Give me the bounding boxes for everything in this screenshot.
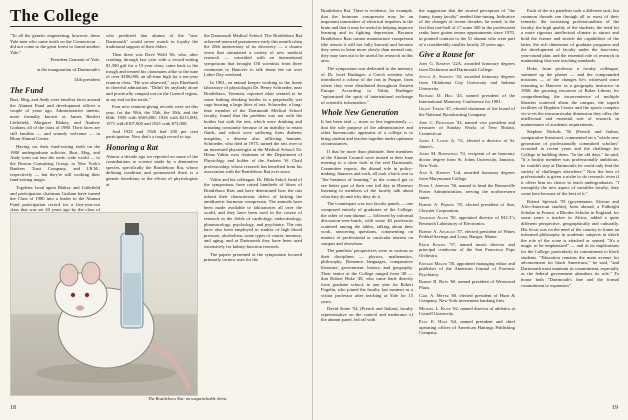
honoree-name: Robert A. Angelzzi (419, 228, 455, 234)
honoree-entry (419, 151, 515, 168)
honoree-text: '55, elected president of Sun, Chrysler Corporation. (419, 202, 515, 213)
photo-caption: The Brattleboro Rat: an unquenchable thirst. (148, 396, 228, 401)
page-number-left: 18 (10, 405, 16, 411)
paragraph: Having cut their fund-raising teeth on the 1980 undergraduate solicitor, Burt, Meg, and Andy went out into the wide, wide world — to the Boston Consulting Group, to New York's Bankers Trust Company, and I.B.M., respectively — but they're still working their fund-raising magic. (10, 143, 100, 183)
honoree-entry (419, 202, 515, 213)
honoree-text: '60, named president of Westwood Plaza. (419, 279, 515, 290)
honoree-entry (419, 242, 515, 259)
honoree-entry (419, 138, 515, 149)
honoree-name: Jonathan Allen (419, 215, 449, 221)
honoree-name: Jean A. Kemeny (419, 170, 451, 176)
honoree-name: Robert A. Perkins (419, 202, 455, 208)
honoree-name: James M. Rosenfield (419, 151, 458, 157)
heading-honoring-a-rat: Honoring a Rat (106, 142, 159, 152)
page-number-right: 19 (612, 405, 618, 411)
paragraph: The counterpart was two faculty panels — one composed entirely of graduates of the College, the other of non-alumni — followed by informal discussion-over-lunch, with some 40 professors scattered among the tables, talking about their work, answering questions, commenting on matters of professional or curricular interest on campus and elsewhere. (321, 201, 413, 246)
right-page (313, 0, 628, 420)
honoree-name: Grant Tinker (419, 106, 444, 112)
honoree-text: '57, elected president of Wines Federal Savings and Loan, Bangor, Maine. (419, 228, 516, 240)
quote-attribution-2: at the inauguration of Dartmouth's (36, 66, 100, 72)
honoree-entry (419, 279, 515, 290)
heading-whole-new-generation: Whole New Generation (321, 108, 399, 118)
paragraph: who predicted that alumni of the "new Dartmouth" would never match in loyalty the traditional support of their elders. (106, 33, 198, 50)
right-column-2 (419, 8, 515, 338)
honoree-name: John C. Pritchard (419, 119, 454, 125)
honoree-text: '57, named music director and principal conductor of the San Francisco Pops Orchestra. (419, 241, 515, 258)
paragraph: Hoke, from professor a faculty colleague, summed up the phases — and the compounded missions — of the changes he's witnessed since returning to Hanover as a geography instructor in 1960: the growing resources of Baker Library for comprehending the inconvenience of multiple libraries scattered about the campus, the superb facilities of Hopkins Center and the sports complex vis-a-vis the extracurricular dimension they offer, the intellectual and essential role of research in maintenance of academic requirements. (521, 65, 619, 127)
paragraph: The symposium was dedicated to the memory of Dr. Josef Rudinger, a Czech scientist who introduced a colony of the rats in Prague, from where they were distributed throughout Eastern Europe. According to Valtin, Rudinger "epitomized the spirit of international exchange of scientific information." (321, 65, 413, 105)
honoree-list (419, 61, 515, 336)
left-column-2 (106, 33, 198, 209)
quote-attribution-1: President Giamatti of Yale, (50, 57, 100, 63)
right-column-3 (521, 8, 619, 290)
paragraph: Valtin and his colleague, Dr. Hilda Sokol, head of the symposium, have raised hundreds of litters of Brattleboro Rats and have determined how the rats inherit their characteristic defect of lacking the antidiuretic hormone vasopressin. The animals have been made available to laboratories all over the world, and they have been used in the course of research in the fields of cardiology, endocrinology, pharmacology, psychology, and psychiatry. The rats have also been employed in studies of high blood pressure, alcoholism, some types of cancer, memory, and aging, and at Dartmouth they have been used extensively for kidney-function research. (204, 176, 302, 249)
honoree-entry (419, 61, 515, 72)
left-page (0, 0, 313, 420)
paragraph: Brattleboro Rat. There is evidence, for example, that the hormone vasopressin may be an important transmitter of electrical impulses in the brain and that it may be useful in helping improve learning and in fighting depression. Because Brattleboro Rats cannot manufacture vasopressin (the reason it will not fully known) and because they seem to learn more slowly than normal rats, they may turn out to be useful for research in this area. (321, 8, 413, 64)
paragraph: David Stone '54, (French and Italian), faculty representative on the council and moderator of the alumni panel, led off with (321, 306, 413, 323)
paragraph: And 1925 and 1926 had 100 per cent participation. Now that's a tough record to top. (106, 128, 198, 140)
honoree-entry (419, 93, 515, 104)
honoree-text: '22A, awarded honorary degrees from Dickinson and Dartmouth College. (419, 61, 515, 72)
honoree-entry (419, 106, 515, 117)
honoree-entry (419, 120, 515, 137)
honoree-text: '33, awarded honorary degrees from Oklahoma City University and Indiana University. (419, 74, 515, 91)
honoree-entry (419, 183, 515, 200)
rat-photo (10, 212, 198, 396)
paragraph: the suggestion that the storied perception of "the funny, funny faculty" needed fine-tuning. Indicative of the changes of recent decades, he noted, is the fact that one-half of 17 some 300 in the professorial ranks have gotten tenure appointments since 1970, in pointed contrast to the 51 alumni who were part of a considerably smaller faculty 25 years ago. (419, 8, 515, 47)
honoree-name: Richard D. Hill (419, 93, 453, 99)
honoree-name: Edward Miller (419, 260, 447, 266)
honoree-name: Michael L. Klive (419, 305, 451, 311)
paragraph: Together, head agent Blakey and Littlefield and participation chairman Graham have turned the Class of 1980 into a leader in the Alumni Fund participation record for a first-year-out class that was set 20 years ago by the class of (10, 185, 100, 213)
paragraph: Stephen Nichols '56 (French and Italian, comparative literature), commented on a "whole new generation of professionally committed scholars" recruited in recent years and the challenge for College in building them. "In the old days," he said, "if a faculty member was professionally ambitious, he couldn't stay at Dartmouth; he could only find the variety of challenges elsewhere." Now the best of professionals is given a niche to do research, even if it offers him no choice to teach undergraduates. "I exemplify the new aspect of variables faculty; they come here because of the best of it." (521, 129, 619, 196)
honoree-entry (419, 261, 515, 278)
opening-quote: "To all the genetic engineering, however, these Yale men who came north on the Connecticut ... did not come to the great forest to found another Yale." (10, 33, 100, 55)
honoree-name: Carl A. Meyer (419, 292, 449, 298)
honoree-entry (419, 319, 515, 336)
paragraph: Then there was Dave Weld '66, who, after crashing through last year with a record-setting $1,300 gift for a 15-year class, came back to the trough and treated his classmates alike to the tune of over $186,000, an all-time high for a ten-year reunion class. "He was obsessed," says Eberhardt in cheerful admiration. "Didn't let anybody alone and practically camped out on the Grenvil regina, at my end on the totals." (106, 51, 198, 102)
paragraph: Robert Spivack '59 (government, African and Afro-American studies), born abroad, a Fulbright Scholar in France, a Rhodes Scholar in England, for some years a teacher in Africa, added a quite different perspective, geographically and culturally. His focus was on the need of the country to frame an informed philosophy in academic subjects in which the role of the scare is attached or sensed. "It's a magic to be emphasized" — and in its implications for the College, particularly its commitment to black students. "Education remains the main avenue for advancement for black Americans," he said, "and Dartmouth must maintain its commitment, especially as the federal government abandons its role." To honor both "Dartmouth's fine and the formal commitment to expansion" (521, 198, 619, 288)
honoree-entry (419, 229, 515, 240)
heading-the-fund: The Fund (10, 86, 44, 96)
section-title: The College (10, 6, 99, 25)
honoree-entry (419, 170, 515, 181)
quote-attribution-3: 14th president (73, 76, 100, 82)
paragraph: Each of the six panelists took a different tack, but common threads ran through all or most of their remarks: the increasing professionalism of the faculty, the high quality of the students, the need for a more rigorous intellectual climate to attract and hold the former and stretch the capabilities of the latter, the rich dimension of graduate programs and the development of faculty under the four-term, year-round plan, and the essential role of research in maintaining first-rate teaching standards. (521, 8, 619, 64)
paragraph: Burt, Meg, and Andy were familiar faces around the Alumni Fund and development offices a couple of years ago. Administrative interns, more formally known as James Bartlett Littlefield, Margaret Blakey, and Andrew Graham, all of the class of 1980. Their faces are still familiar — and warmly welcome — in Blunt Alumni Center. (10, 97, 100, 142)
honoree-text: '56, named to head the Bonneville Power Administration, serving the northwestern states. (419, 183, 515, 200)
paragraph: Almost a decade ago we reported on some of the contributions to science made by a diminutive species, specifically the Brattleboro Rat, whose defining condition and pronounced thirst is a genetic hereditary to the efforts of physiologists at (106, 153, 198, 187)
right-column-1 (321, 8, 413, 325)
honoree-text: '43, named president of the International Monetary Conference for 1981. (419, 93, 516, 104)
title-rule (10, 26, 302, 27)
honoree-name: Justus A. Stanley (419, 74, 454, 80)
honoree-name: James J. Lloyd (419, 138, 449, 144)
rat-illustration (11, 213, 197, 395)
honoree-entry (419, 293, 515, 304)
honoree-name: Paul E. Hale (419, 318, 448, 324)
paragraph: The papers presented at the symposium focused primarily on new uses for the (204, 251, 302, 263)
honoree-name: Erich Kunzel (419, 241, 446, 247)
paragraph: If that be more than platitude, then members of the Alumni Council were treated at their June meeting to a close look at the real Dartmouth. Committee reports, the dismal role in policy-making, finances and such, all took a back seat to "the business of learning," as the council got to see better part of their one full day in Hanover listening to members of the faculty talk about what they do and why they do it. (321, 149, 413, 199)
honoree-text: '50, appointed director of M.I.T.'s Research Laboratory of Electronics. (419, 215, 516, 226)
paragraph: It has been said — more or less ingenuously — that the sole purpose of the administrative and other bureaucratic apparatus of a college is to bring student and teacher together under optimum circumstances. (321, 119, 413, 147)
honoree-text: '64, named president and chief operating officer of American Hatrings Publishing Company. (419, 318, 515, 336)
honoree-text: 'Ltd, awarded honorary degrees from Marymount College. (419, 170, 515, 181)
honoree-entry (419, 306, 515, 317)
honoree-name: Peter J. Johnson (419, 183, 450, 189)
paragraph: the Dartmouth Medical School. The Brattleboro Rat achieved renewed prominence early this month when the 20th anniversary of its discovery — a chance event that stimulated a variety of new medical research — coincided with an international symposium that brought 150 scientists from three continents to Hanover to talk about the rat over Labor Day weekend. (204, 33, 302, 78)
honoree-text: '51, recipient of an honorary doctor degree from St. Johns University, Jamaica, New York. (419, 151, 515, 168)
left-column-3 (204, 33, 302, 393)
paragraph: Four new reunion-giving records were set this year, for the 50th, the 55th, the 10th, and the 60th: 1950 with $505,000, 1926 with $215,000, 1971 with $107,000 and 1921 with $73,000. (106, 104, 198, 126)
honoree-text: '60, elected president of Hurn & Company, New York investment banking firm. (419, 292, 515, 304)
honoree-text: '58, appointed managing editor and publisher of the American Journal of Forensic Psychiatry. (419, 260, 515, 277)
honoree-entry (419, 215, 515, 226)
paragraph: In 1961, an animal keeper working in the home laboratory of physiologist Dr. Henry Schroeder, near Brattleboro, Vermont, reported what seemed to be some leaking drinking bottles in a perpetually wet cage housing a large litter of rats. Schroeder, a long-time member of the Dartmouth Medical School faculty, found that the problem was not with the bottles but with the rats, which were drinking and urinating constantly because of an inability to retain fluids, and which were suffering from diabetes insipidus, a disease also afflicting humans. Schroeder, who died in 1975, turned the rats over to an interested physiologist at the Medical School, Dr. Heinz Valtin, now chairman of the Department of Physiology and holder of the Andrew W. Chail professorship, whose research has benefited from his association with the Brattleboro Rat ever since. (204, 79, 302, 175)
heading-give-a-rouse: Give a Rouse for (419, 50, 475, 60)
honoree-name: Robert B. Boye (419, 279, 449, 285)
honoree-text: '47, elected chairman of the board of the National Broadcasting Company. (419, 106, 515, 117)
honoree-text: '62, named director of athletics at Cornell University. (419, 305, 515, 317)
honoree-text: '43, named vice president and treasurer of Sunday Works of New Britain, Connecticut. (419, 119, 516, 136)
honoree-name: John G. Kemeny (419, 61, 451, 67)
paragraph: The panelists' perspectives were as various as their disciplines — physics, mathematics, philosophy, Romance languages, comparative literature, government, history, and geography. Their senior at the College ranged from '48 — that Robert Hoke '48, who came back directly from graduate school, to one year for Robert Fogelin, who joined the faculty last summer as a visitor professor after teaching at Yale for 15 years. (321, 248, 413, 304)
honoree-text: Jr. '51, elected a director of St. James's. (419, 138, 515, 149)
honoree-entry (419, 74, 515, 91)
